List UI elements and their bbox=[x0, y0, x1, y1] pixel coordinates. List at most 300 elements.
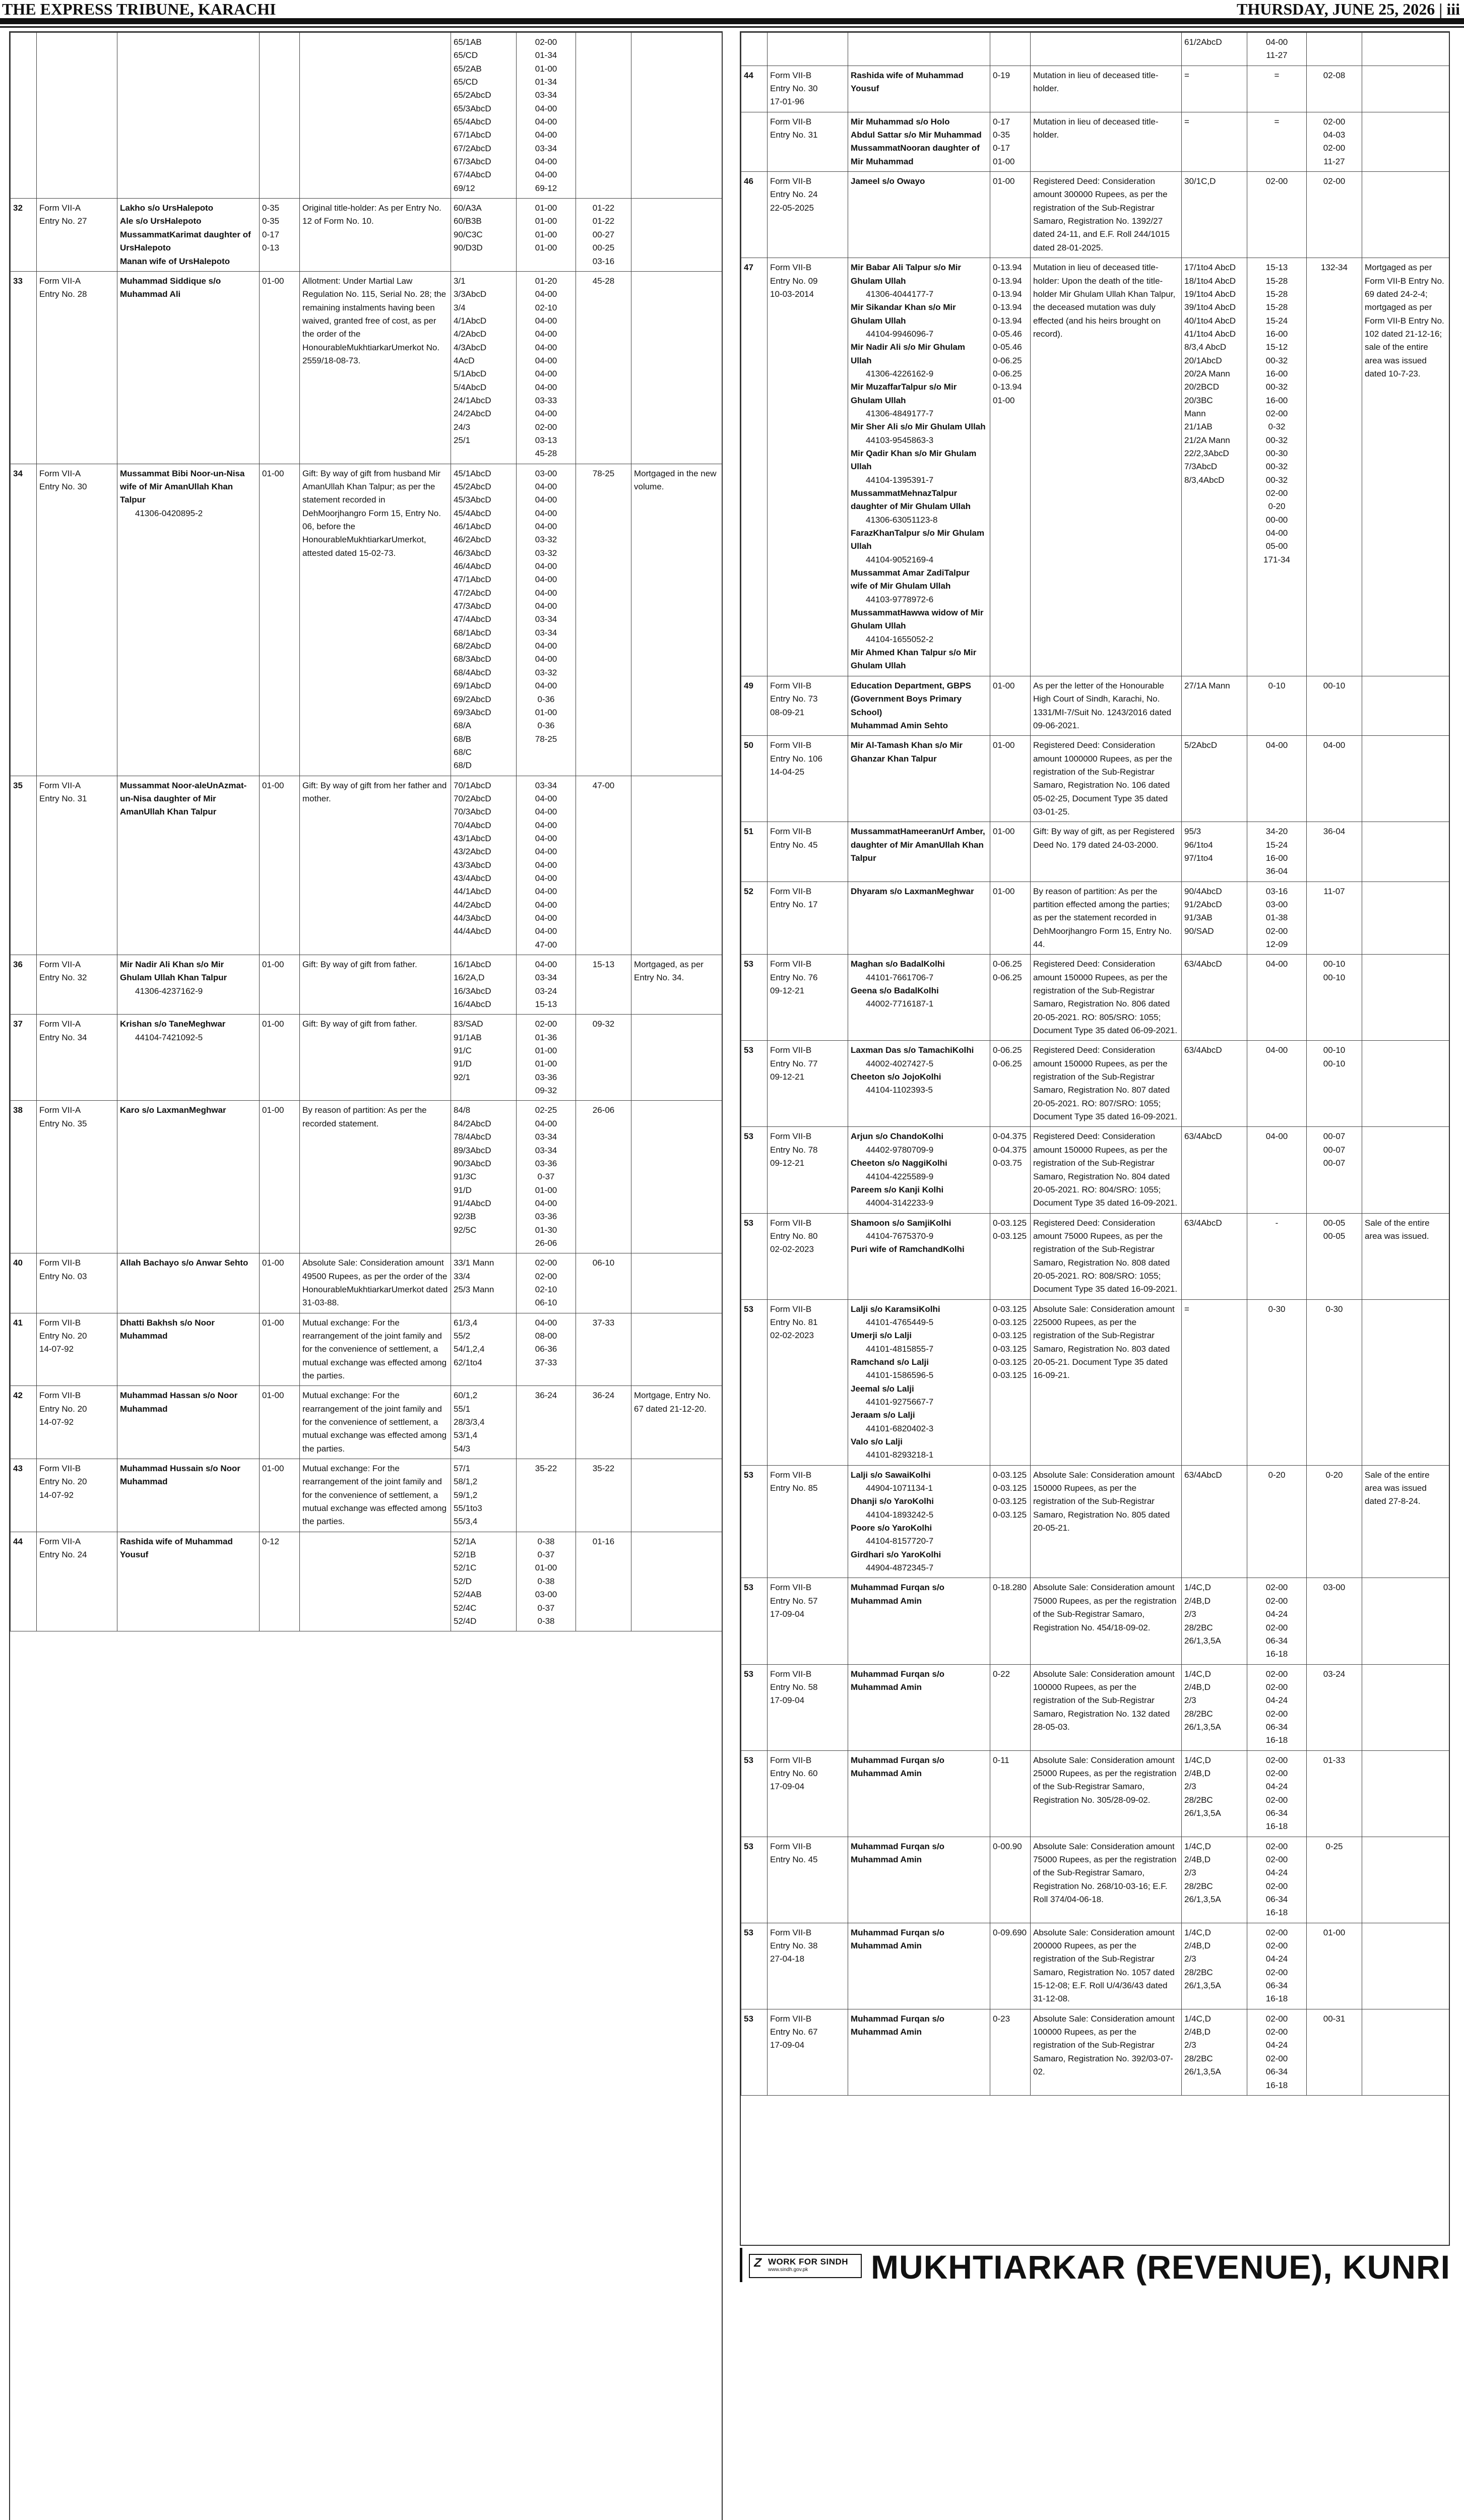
survey-number: 70/4AbcD bbox=[454, 820, 491, 830]
owners-cell bbox=[117, 955, 260, 1015]
form-type: Form VII-B bbox=[770, 1841, 812, 1851]
survey-cell bbox=[451, 1386, 517, 1459]
survey-number: 40/1to4 AbcD bbox=[1184, 316, 1236, 326]
table-row bbox=[741, 1299, 1449, 1465]
assessment-value: 36-24 bbox=[592, 1391, 615, 1401]
area-value: 78-25 bbox=[535, 734, 557, 744]
owners-cell bbox=[848, 736, 990, 822]
assessment-value: 26-06 bbox=[592, 1105, 615, 1115]
survey-number: 84/8 bbox=[454, 1105, 471, 1115]
right-register-table bbox=[741, 32, 1449, 2096]
assessment-value: 02-08 bbox=[1323, 70, 1346, 80]
survey-number: 67/1AbcD bbox=[454, 130, 491, 140]
entry-number: Entry No. 34 bbox=[39, 1032, 87, 1042]
note-cell: Sale of the entire area was issued dated 27-8-24. bbox=[1362, 1465, 1449, 1578]
survey-number: 46/4AbcD bbox=[454, 561, 491, 572]
note-cell: Mortgaged as per Form VII-B Entry No. 69 dated 24-2-4; mortgaged as per Form VII-B Entry No. 102 dated 21-12-16; sale of the entire area was issued dated 10-7-23. bbox=[1362, 258, 1449, 676]
survey-number: 44/3AbcD bbox=[454, 913, 491, 923]
table-row bbox=[741, 66, 1449, 112]
assessment-value: 15-13 bbox=[592, 960, 615, 970]
owners-cell bbox=[117, 1532, 260, 1631]
share-value: 01-00 bbox=[993, 156, 1015, 166]
entry-number: Entry No. 20 bbox=[39, 1477, 87, 1487]
owner-name: Muhammad Hussain s/o Noor Muhammad bbox=[120, 1464, 240, 1487]
assessment-value: 47-00 bbox=[592, 780, 615, 790]
owners-cell bbox=[848, 1750, 990, 1837]
entry-number: Entry No. 85 bbox=[770, 1483, 818, 1493]
entry-serial: 46 bbox=[741, 172, 768, 258]
owner-cnic: 44101-4765449-5 bbox=[866, 1317, 934, 1327]
survey-number: 28/2BC bbox=[1184, 1795, 1213, 1805]
owners-cell bbox=[117, 199, 260, 272]
survey-number: 20/2BCD bbox=[1184, 382, 1219, 392]
owner-name: Abdul Sattar s/o Mir Muhammad bbox=[851, 130, 982, 140]
note-cell bbox=[631, 1459, 722, 1532]
assessment-value: 00-10 bbox=[1323, 959, 1346, 969]
area-value: 16-00 bbox=[1265, 368, 1288, 379]
area-value: = bbox=[1274, 70, 1280, 80]
owner-cnic: 44104-8157720-7 bbox=[866, 1536, 934, 1546]
survey-cell bbox=[451, 955, 517, 1015]
remarks-cell: Registered Deed: Consideration amount 150000 Rupees, as per the registration of the Sub-Registrar Samaro, Registration No. 804 dated 20-05-2021. RO: 804/SRO: 1055; Document Type 35 dated 16-09-2021. bbox=[1031, 1127, 1182, 1213]
note-cell bbox=[1362, 1923, 1449, 2009]
owners-cell bbox=[848, 1664, 990, 1750]
assessment-cell bbox=[576, 33, 631, 199]
owner-name: Muhammad Furqan s/o Muhammad Amin bbox=[851, 1927, 945, 1951]
form-type: Form VII-B bbox=[770, 1669, 812, 1679]
remarks-cell: Gift: By way of gift from father. bbox=[300, 1015, 451, 1101]
share-value: 01-00 bbox=[993, 740, 1015, 750]
entry-serial: 43 bbox=[11, 1459, 37, 1532]
survey-number: 67/3AbcD bbox=[454, 157, 491, 167]
area-value: 171-34 bbox=[1263, 554, 1290, 564]
area-value: 26-06 bbox=[535, 1238, 557, 1248]
note-cell bbox=[631, 1532, 722, 1631]
entry-number: Entry No. 80 bbox=[770, 1231, 818, 1241]
share-cell bbox=[260, 33, 300, 199]
owner-cnic: 44104-1102393-5 bbox=[866, 1085, 933, 1095]
area-value: 03-32 bbox=[535, 548, 557, 558]
share-cell bbox=[260, 776, 300, 955]
table-row bbox=[11, 1313, 722, 1386]
note-cell bbox=[1362, 1578, 1449, 1664]
area-value: 04-00 bbox=[1265, 959, 1288, 969]
survey-number: 69/2AbcD bbox=[454, 694, 491, 704]
owner-name: Pareem s/o Kanji Kolhi bbox=[851, 1184, 944, 1194]
share-value: 0-17 bbox=[993, 116, 1010, 127]
assessment-cell bbox=[576, 1386, 631, 1459]
share-value: 0-35 bbox=[262, 203, 280, 213]
survey-number: 91/3AB bbox=[1184, 913, 1213, 923]
survey-number: 55/2 bbox=[454, 1331, 471, 1341]
form-type: Form VII-B bbox=[770, 1583, 812, 1593]
owner-name: Muhammad Siddique s/o Muhammad Ali bbox=[120, 276, 221, 299]
area-value: 01-00 bbox=[535, 1563, 557, 1573]
area-value: 45-28 bbox=[535, 449, 557, 459]
assessment-cell bbox=[576, 271, 631, 464]
survey-number: = bbox=[1184, 116, 1189, 127]
form-entry-cell bbox=[768, 66, 848, 112]
survey-number: 60/1,2 bbox=[454, 1391, 478, 1401]
area-value: 02-00 bbox=[1265, 488, 1288, 498]
survey-cell bbox=[451, 33, 517, 199]
entry-number: Entry No. 28 bbox=[39, 289, 87, 299]
survey-number: 63/4AbcD bbox=[1184, 1131, 1222, 1142]
survey-cell bbox=[1182, 1127, 1247, 1213]
area-value: 04-00 bbox=[535, 926, 557, 936]
share-value: 0-05.46 bbox=[993, 342, 1022, 352]
share-cell bbox=[260, 1313, 300, 1386]
form-entry-cell bbox=[768, 1578, 848, 1664]
survey-cell bbox=[1182, 1041, 1247, 1127]
share-value: 0-03.125 bbox=[993, 1357, 1027, 1367]
survey-number: 26/1,3,5A bbox=[1184, 1981, 1221, 1991]
remarks-cell: Absolute Sale: Consideration amount 25000 Rupees, as per the registration of the Sub-Registrar Samaro, Registration No. 305/28-09-02. bbox=[1031, 1750, 1182, 1837]
owners-cell bbox=[117, 776, 260, 955]
assessment-cell bbox=[1307, 1923, 1362, 2009]
owners-cell bbox=[848, 1127, 990, 1213]
owners-cell bbox=[848, 1041, 990, 1127]
area-value: 15-12 bbox=[1265, 342, 1288, 352]
survey-number: 26/1,3,5A bbox=[1184, 1722, 1221, 1732]
area-cell bbox=[1247, 1837, 1307, 1923]
owner-name: Lakho s/o UrsHalepoto bbox=[120, 203, 214, 213]
entry-number: Entry No. 03 bbox=[39, 1271, 87, 1281]
survey-number: 18/1to4 AbcD bbox=[1184, 276, 1236, 286]
area-value: 03-34 bbox=[535, 627, 557, 638]
survey-number: = bbox=[1184, 1304, 1189, 1314]
assessment-value: 03-24 bbox=[1323, 1669, 1346, 1679]
assessment-value: 00-07 bbox=[1323, 1131, 1346, 1142]
survey-number: 3/3AbcD bbox=[454, 289, 487, 299]
form-type: Form VII-B bbox=[770, 740, 812, 750]
share-value: 0-11 bbox=[993, 1755, 1009, 1765]
area-value: 04-24 bbox=[1265, 1695, 1288, 1706]
survey-number: 28/2BC bbox=[1184, 2053, 1213, 2063]
share-value: 01-00 bbox=[262, 1105, 284, 1115]
owner-name: Manan wife of UrsHalepoto bbox=[120, 256, 230, 266]
area-value: 06-10 bbox=[535, 1298, 557, 1308]
survey-number: 55/1to3 bbox=[454, 1503, 482, 1514]
entry-serial: 52 bbox=[741, 881, 768, 955]
area-value: 02-00 bbox=[1265, 1622, 1288, 1632]
table-row bbox=[741, 1837, 1449, 1923]
owner-cnic: 41306-4849177-7 bbox=[866, 408, 934, 418]
share-cell bbox=[990, 955, 1031, 1041]
area-cell bbox=[1247, 112, 1307, 171]
form-entry-cell bbox=[37, 1253, 117, 1313]
share-value: 01-00 bbox=[993, 176, 1015, 186]
area-value: 04-00 bbox=[535, 1118, 557, 1128]
form-entry-cell bbox=[768, 955, 848, 1041]
area-cell bbox=[1247, 2009, 1307, 2095]
survey-cell bbox=[451, 1253, 517, 1313]
share-cell bbox=[990, 258, 1031, 676]
area-value: 04-00 bbox=[1265, 528, 1288, 538]
survey-number: 69/3AbcD bbox=[454, 707, 491, 717]
share-cell bbox=[990, 1750, 1031, 1837]
owners-cell bbox=[117, 1313, 260, 1386]
footer-divider bbox=[740, 2248, 742, 2282]
survey-number: 25/3 Mann bbox=[454, 1284, 494, 1294]
area-value: 02-00 bbox=[1265, 1795, 1288, 1805]
entry-serial: 42 bbox=[11, 1386, 37, 1459]
survey-number: 43/4AbcD bbox=[454, 873, 491, 883]
remarks-cell: Mutation in lieu of deceased title-holder. bbox=[1031, 112, 1182, 171]
table-row bbox=[11, 199, 722, 272]
area-cell bbox=[517, 955, 576, 1015]
entry-number: Entry No. 30 bbox=[39, 482, 87, 491]
owners-cell bbox=[117, 464, 260, 776]
entry-serial: 51 bbox=[741, 822, 768, 881]
survey-number: 68/B bbox=[454, 734, 471, 744]
remarks-cell: Mutation in lieu of deceased title-holder: Upon the death of the title-holder Mir Ghulam Ullah Khan Talpur, the deceased mutation was duly effected (and his heirs brought on record). bbox=[1031, 258, 1182, 676]
survey-number: 45/1AbcD bbox=[454, 468, 491, 478]
note-cell bbox=[631, 1313, 722, 1386]
table-row bbox=[741, 1578, 1449, 1664]
survey-number: 28/3/3,4 bbox=[454, 1417, 485, 1427]
assessment-value: 04-00 bbox=[1323, 740, 1346, 750]
share-value: 0-05.46 bbox=[993, 329, 1022, 339]
owners-cell bbox=[117, 271, 260, 464]
assessment-value: 09-32 bbox=[592, 1019, 615, 1029]
assessment-value: 00-27 bbox=[592, 229, 615, 239]
survey-number: 84/2AbcD bbox=[454, 1118, 491, 1128]
survey-number: 41/1to4 AbcD bbox=[1184, 329, 1236, 339]
share-cell bbox=[990, 1465, 1031, 1578]
owners-cell bbox=[848, 112, 990, 171]
assessment-cell bbox=[576, 1532, 631, 1631]
survey-number: 90/4AbcD bbox=[1184, 886, 1222, 896]
assessment-cell bbox=[1307, 1127, 1362, 1213]
survey-number: 19/1to4 AbcD bbox=[1184, 289, 1236, 299]
share-cell bbox=[990, 1213, 1031, 1299]
assessment-value: 00-07 bbox=[1323, 1158, 1346, 1168]
entry-number: Entry No. 77 bbox=[770, 1058, 818, 1068]
note-cell: Mortgaged, as per Entry No. 34. bbox=[631, 955, 722, 1015]
assessment-value: 0-20 bbox=[1325, 1470, 1343, 1480]
survey-number: 95/3 bbox=[1184, 827, 1201, 837]
survey-cell bbox=[1182, 822, 1247, 881]
owner-name: Mir Al-Tamash Khan s/o Mir Ghanzar Khan Talpur bbox=[851, 740, 963, 764]
form-entry-cell bbox=[768, 1750, 848, 1837]
area-value: 03-34 bbox=[535, 780, 557, 790]
owner-cnic: 44004-3142233-9 bbox=[866, 1198, 934, 1208]
survey-number: 92/1 bbox=[454, 1072, 471, 1082]
area-value: 04-00 bbox=[535, 820, 557, 830]
table-row bbox=[741, 1664, 1449, 1750]
share-cell bbox=[990, 1127, 1031, 1213]
entry-number: 08-09-21 bbox=[770, 707, 805, 717]
share-cell bbox=[990, 736, 1031, 822]
entry-number: 17-01-96 bbox=[770, 97, 805, 107]
area-value: 02-00 bbox=[1265, 1941, 1288, 1951]
area-value: 02-00 bbox=[1265, 1841, 1288, 1851]
area-value: 00-00 bbox=[1265, 515, 1288, 525]
survey-number: 89/3AbcD bbox=[454, 1145, 491, 1155]
owners-cell bbox=[117, 33, 260, 199]
survey-number: 52/4AB bbox=[454, 1590, 482, 1600]
owner-name: Poore s/o YaroKolhi bbox=[851, 1523, 932, 1533]
area-value: 02-00 bbox=[535, 422, 557, 432]
entry-number: Entry No. 58 bbox=[770, 1682, 818, 1692]
area-cell bbox=[1247, 1923, 1307, 2009]
owners-cell bbox=[848, 676, 990, 735]
survey-number: 52/1A bbox=[454, 1536, 476, 1546]
entry-number: 22-05-2025 bbox=[770, 203, 814, 213]
area-value: 01-00 bbox=[535, 243, 557, 253]
assessment-value: 78-25 bbox=[592, 468, 615, 478]
survey-number: 68/A bbox=[454, 721, 471, 731]
share-cell bbox=[990, 33, 1031, 66]
entry-number: 02-02-2023 bbox=[770, 1244, 814, 1254]
survey-number: 28/2BC bbox=[1184, 1709, 1213, 1719]
owners-cell bbox=[117, 1253, 260, 1313]
survey-cell bbox=[1182, 736, 1247, 822]
entry-serial: 53 bbox=[741, 1041, 768, 1127]
form-entry-cell bbox=[37, 33, 117, 199]
survey-cell bbox=[451, 1101, 517, 1253]
owner-cnic: 41306-4044177-7 bbox=[866, 289, 934, 299]
survey-number: 2/3 bbox=[1184, 1954, 1196, 1964]
owner-name: Muhammad Hassan s/o Noor Muhammad bbox=[120, 1391, 238, 1414]
survey-number: 63/4AbcD bbox=[1184, 1045, 1222, 1055]
area-value: 02-00 bbox=[1265, 2027, 1288, 2037]
share-cell bbox=[990, 822, 1031, 881]
area-value: 16-00 bbox=[1265, 329, 1288, 339]
area-value: 09-32 bbox=[535, 1086, 557, 1096]
form-entry-cell bbox=[37, 271, 117, 464]
area-value: 04-00 bbox=[535, 1317, 557, 1328]
note-cell bbox=[1362, 33, 1449, 66]
owner-cnic: 44002-4027427-5 bbox=[866, 1058, 934, 1068]
area-value: 04-00 bbox=[535, 588, 557, 598]
entry-serial: 32 bbox=[11, 199, 37, 272]
table-row bbox=[11, 1459, 722, 1532]
area-value: 02-00 bbox=[1265, 1881, 1288, 1891]
entry-serial: 41 bbox=[11, 1313, 37, 1386]
assessment-value: 02-00 bbox=[1323, 116, 1346, 127]
area-value: 04-00 bbox=[535, 860, 557, 870]
remarks-cell: Registered Deed: Consideration amount 300000 Rupees, as per the registration of the Sub-Registrar Samaro, Registration No. 1392/27 dated 24-11, and E.F. Roll 244/1015 dated 28-01-2025. bbox=[1031, 172, 1182, 258]
share-value: 0-06.25 bbox=[993, 355, 1022, 365]
survey-number: 70/2AbcD bbox=[454, 793, 491, 803]
owner-cnic: 44101-4815855-7 bbox=[866, 1344, 934, 1354]
share-value: 0-06.25 bbox=[993, 959, 1022, 969]
survey-number: 45/3AbcD bbox=[454, 495, 491, 505]
share-value: 01-00 bbox=[262, 1258, 284, 1268]
form-type: Form VII-B bbox=[770, 1470, 812, 1480]
owner-name: Muhammad Furqan s/o Muhammad Amin bbox=[851, 1755, 945, 1778]
share-value: 01-00 bbox=[262, 1019, 284, 1029]
owner-name: Allah Bachayo s/o Anwar Sehto bbox=[120, 1258, 248, 1268]
entry-serial: 35 bbox=[11, 776, 37, 955]
share-value: 0-17 bbox=[262, 229, 280, 239]
survey-number: 91/D bbox=[454, 1059, 472, 1069]
owner-cnic: 44101-1586596-5 bbox=[866, 1370, 934, 1380]
area-value: 01-00 bbox=[535, 707, 557, 717]
survey-number: 3/4 bbox=[454, 302, 466, 312]
remarks-cell: Gift: By way of gift, as per Registered Deed No. 179 dated 24-03-2000. bbox=[1031, 822, 1182, 881]
table-row bbox=[741, 172, 1449, 258]
area-value: 02-00 bbox=[1265, 1682, 1288, 1692]
owner-cnic: 44104-1395391-7 bbox=[866, 475, 934, 485]
note-cell bbox=[1362, 1041, 1449, 1127]
share-value: 01-00 bbox=[262, 276, 284, 286]
survey-cell bbox=[1182, 881, 1247, 955]
owner-name: Lalji s/o KaramsiKolhi bbox=[851, 1304, 940, 1314]
share-cell bbox=[260, 955, 300, 1015]
area-value: 02-00 bbox=[1265, 1669, 1288, 1679]
survey-number: 91/C bbox=[454, 1046, 472, 1056]
form-entry-cell bbox=[768, 1664, 848, 1750]
entry-serial: 44 bbox=[741, 66, 768, 112]
form-type: Form VII-B bbox=[770, 1755, 812, 1765]
share-value: 0-13.94 bbox=[993, 382, 1022, 392]
owner-name: Muhammad Furqan s/o Muhammad Amin bbox=[851, 1583, 945, 1606]
area-value: 02-00 bbox=[535, 1258, 557, 1268]
form-type: Form VII-B bbox=[770, 176, 812, 186]
owner-name: Ale s/o UrsHalepoto bbox=[120, 216, 202, 226]
owners-cell bbox=[848, 1213, 990, 1299]
survey-cell bbox=[451, 271, 517, 464]
remarks-cell: Registered Deed: Consideration amount 1000000 Rupees, as per the registration of the Sub-Registrar Samaro, Registration No. 106 dated 05-02-25, Document Type 35 dated 03-01-25. bbox=[1031, 736, 1182, 822]
area-value: 04-24 bbox=[1265, 1868, 1288, 1878]
table-row bbox=[741, 676, 1449, 735]
area-value: 04-00 bbox=[535, 316, 557, 326]
assessment-value: 00-05 bbox=[1323, 1218, 1346, 1228]
area-value: 01-34 bbox=[535, 77, 557, 87]
owner-name: Dhatti Bakhsh s/o Noor Muhammad bbox=[120, 1317, 215, 1341]
entry-number: Entry No. 76 bbox=[770, 972, 818, 982]
survey-cell bbox=[1182, 112, 1247, 171]
remarks-cell: Registered Deed: Consideration amount 75000 Rupees, as per the registration of the Sub-Registrar Samaro, Registration No. 808 dated 20-05-2021. RO: 808/SRO: 1055; Document Type 35 dated 16-09-2021. bbox=[1031, 1213, 1182, 1299]
area-value: 04-00 bbox=[535, 887, 557, 897]
note-cell bbox=[1362, 1299, 1449, 1465]
area-cell bbox=[517, 1459, 576, 1532]
survey-number: 2/4B,D bbox=[1184, 1768, 1211, 1778]
entry-serial: 34 bbox=[11, 464, 37, 776]
assessment-cell bbox=[576, 1101, 631, 1253]
area-cell bbox=[517, 1253, 576, 1313]
survey-number: 30/1C,D bbox=[1184, 176, 1216, 186]
note-cell bbox=[1362, 2009, 1449, 2095]
table-row bbox=[11, 464, 722, 776]
survey-number: 1/4C,D bbox=[1184, 1841, 1211, 1851]
owner-cnic: 44104-9946096-7 bbox=[866, 329, 934, 339]
note-cell bbox=[631, 33, 722, 199]
owners-cell bbox=[848, 1465, 990, 1578]
area-value: 02-00 bbox=[1265, 1855, 1288, 1864]
survey-cell bbox=[451, 464, 517, 776]
share-cell bbox=[260, 1101, 300, 1253]
entry-number: 10-03-2014 bbox=[770, 289, 814, 299]
remarks-cell: Registered Deed: Consideration amount 150000 Rupees, as per the registration of the Sub-Registrar Samaro, Registration No. 806 dated 20-05-2021. RO: 805/SRO: 1055; Document Type 35 dated 06-09-2021. bbox=[1031, 955, 1182, 1041]
area-value: 03-36 bbox=[535, 1212, 557, 1222]
owner-name: Shamoon s/o SamjiKolhi bbox=[851, 1218, 951, 1228]
entry-serial: 53 bbox=[741, 2009, 768, 2095]
survey-number: 21/2A Mann bbox=[1184, 435, 1230, 445]
owner-cnic: 44101-9275667-7 bbox=[866, 1397, 934, 1407]
survey-cell bbox=[451, 199, 517, 272]
share-value: 0-13.94 bbox=[993, 316, 1022, 326]
form-entry-cell bbox=[768, 1465, 848, 1578]
masthead bbox=[0, 0, 1464, 19]
survey-number: 17/1to4 AbcD bbox=[1184, 263, 1236, 273]
form-type: Form VII-B bbox=[770, 116, 812, 127]
share-value: 0-03.125 bbox=[993, 1304, 1027, 1314]
table-row bbox=[11, 776, 722, 955]
